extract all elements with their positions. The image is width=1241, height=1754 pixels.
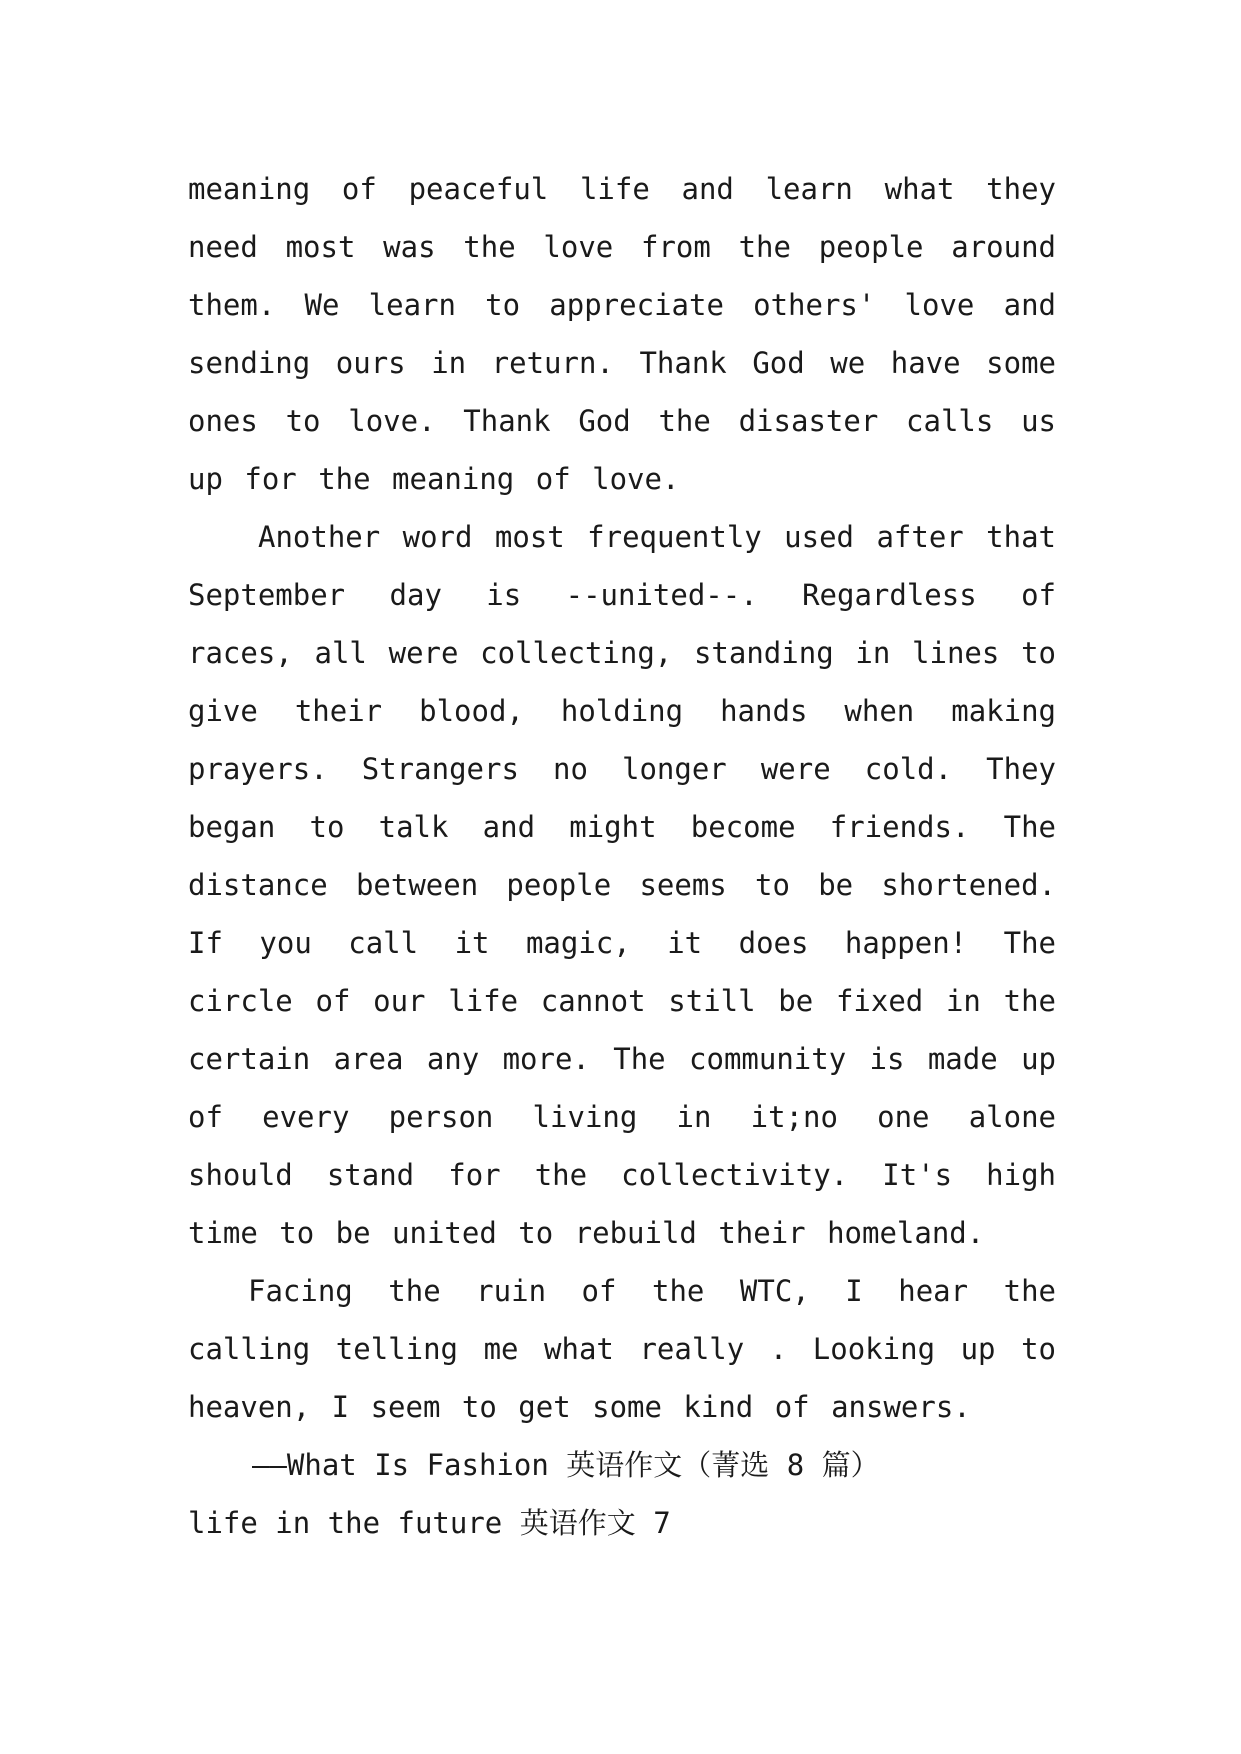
next-essay-title: life in the future 英语作文 7 [188,1506,671,1540]
paragraph-united: Another word most frequently used after that September day is --united--. Regardless of races, all were collecting, standing in lines to give their blood, holding hands when making prayers. Strangers no longer were cold. They began to talk and might become friends. The distance between people seems to be shortened. If you call it magic, it does happen! The circle of our life cannot still be fixed in the certain area any more. The community is made up of every person living in it;no one alone should stand for the collectivity. It's high time to be united to rebuild their homeland. [188,520,1056,1250]
source-line: ——What Is Fashion 英语作文（菁选 8 篇） [252,1448,880,1482]
paragraph-love: meaning of peaceful life and learn what they need most was the love from the people around them. We learn to appreciate others' love and sending ours in return. Thank God we have some ones to love. Thank God the disaster calls us up for the meaning of love. [188,172,1056,496]
document-body [188,160,1056,1552]
paragraph-wtc: Facing the ruin of the WTC, I hear the calling telling me what really . Looking up to heaven, I seem to get some kind of answers. [188,1274,1056,1424]
